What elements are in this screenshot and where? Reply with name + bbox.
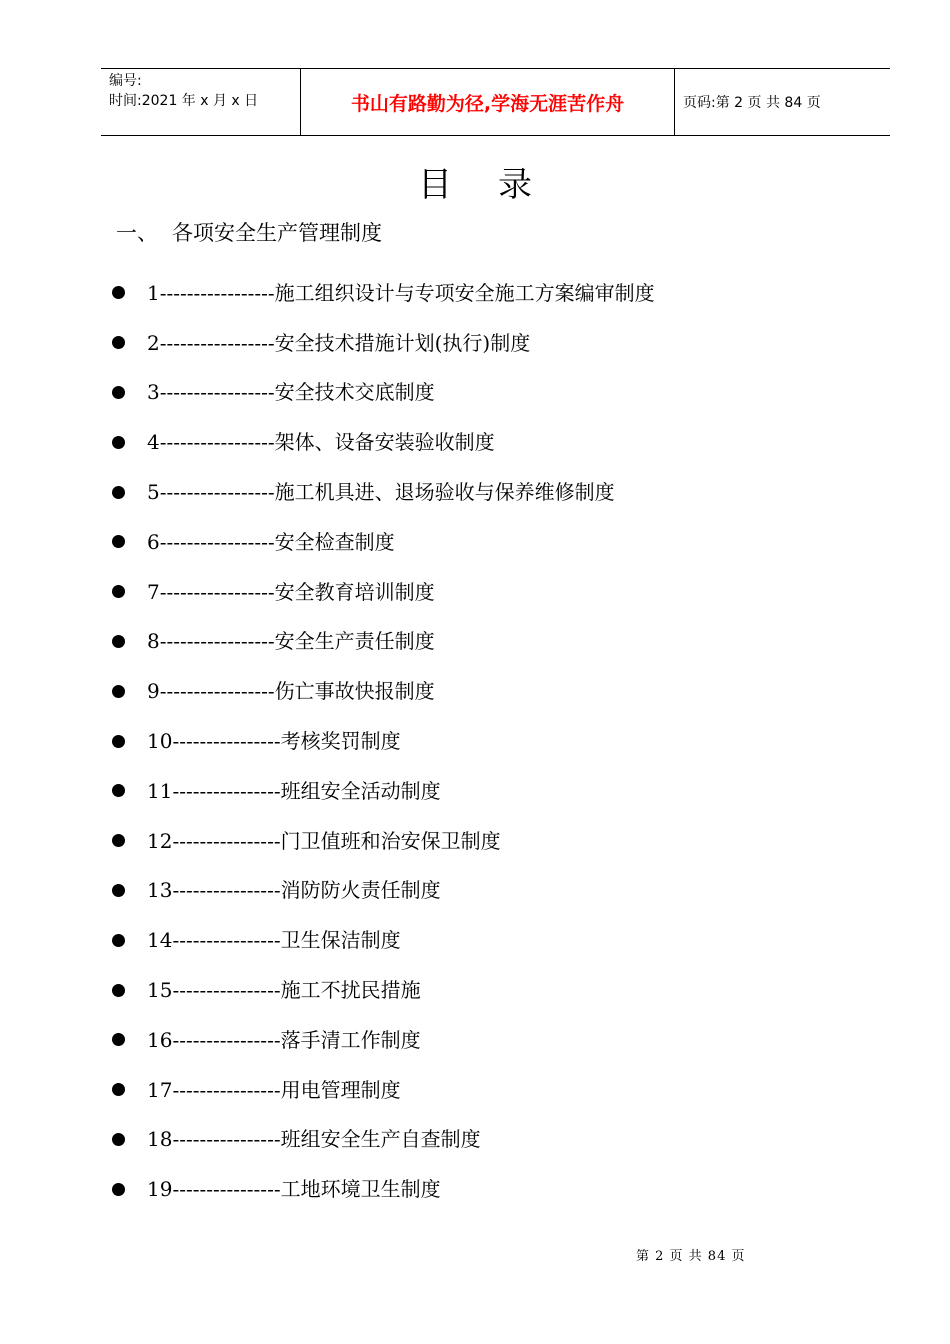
toc-item-label: 考核奖罚制度: [280, 729, 401, 754]
bullet-icon: [112, 1133, 125, 1146]
toc-item[interactable]: [112, 716, 655, 766]
section-label: 各项安全生产管理制度: [172, 221, 382, 245]
toc-item-number: 17: [147, 1077, 173, 1102]
toc-item[interactable]: [112, 1065, 655, 1115]
toc-item-number: 4: [147, 430, 160, 455]
toc-item-label: 用电管理制度: [280, 1077, 401, 1102]
header-page-code: 页码:第 2 页 共 84 页: [683, 95, 821, 111]
toc-item[interactable]: [112, 915, 655, 965]
toc-item[interactable]: [112, 268, 655, 318]
toc-item-leader: -----------------: [159, 679, 275, 704]
bullet-icon: [112, 1183, 125, 1196]
toc-item-label: 安全生产责任制度: [274, 629, 435, 654]
toc-item-number: 15: [147, 978, 173, 1003]
toc-item-leader: -----------------: [159, 629, 275, 654]
toc-item[interactable]: [112, 816, 655, 866]
toc-item[interactable]: [112, 467, 655, 517]
bullet-icon: [112, 735, 125, 748]
toc-item-label: 施工不扰民措施: [280, 978, 421, 1003]
toc-item-leader: ----------------: [172, 878, 281, 903]
toc-item-leader: -----------------: [159, 529, 275, 554]
toc-item[interactable]: [112, 617, 655, 667]
toc-item[interactable]: [112, 368, 655, 418]
toc-item-number: 11: [147, 778, 173, 803]
toc-item-leader: ----------------: [172, 1177, 281, 1202]
page-footer: 第 2 页 共 84 页: [636, 1249, 746, 1264]
toc-item-leader: -----------------: [159, 330, 275, 355]
bullet-icon: [112, 336, 125, 349]
toc-item-number: 9: [147, 679, 160, 704]
toc-item-label: 消防防火责任制度: [280, 878, 441, 903]
toc-item-number: 19: [147, 1177, 173, 1202]
toc-item[interactable]: [112, 567, 655, 617]
header-motto: 书山有路勤为径,学海无涯苦作舟: [301, 69, 675, 135]
toc-item-leader: -----------------: [159, 380, 275, 405]
bullet-icon: [112, 486, 125, 499]
toc-item-label: 安全技术措施计划(执行)制度: [274, 330, 531, 355]
toc-item-leader: ----------------: [172, 778, 281, 803]
toc-item-label: 班组安全活动制度: [280, 778, 441, 803]
bullet-icon: [112, 386, 125, 399]
toc-item-leader: ----------------: [172, 1027, 281, 1052]
toc-item-number: 13: [147, 878, 173, 903]
toc-item[interactable]: [112, 318, 655, 368]
toc-item[interactable]: [112, 766, 655, 816]
toc-item-number: 10: [147, 729, 173, 754]
toc-item[interactable]: [112, 866, 655, 916]
toc-item-leader: ----------------: [172, 978, 281, 1003]
toc-item-label: 安全教育培训制度: [274, 579, 435, 604]
toc-item-number: 8: [147, 629, 160, 654]
toc-item-label: 安全技术交底制度: [274, 380, 435, 405]
bullet-icon: [112, 535, 125, 548]
section-heading: [116, 218, 382, 248]
toc-item-leader: ----------------: [172, 729, 281, 754]
bullet-icon: [112, 884, 125, 897]
toc-item-number: 7: [147, 579, 160, 604]
bullet-icon: [112, 585, 125, 598]
toc-item-label: 落手清工作制度: [280, 1027, 421, 1052]
bullet-icon: [112, 685, 125, 698]
bullet-icon: [112, 784, 125, 797]
toc-list: [112, 268, 655, 1214]
toc-item-number: 18: [147, 1127, 173, 1152]
toc-item-leader: -----------------: [159, 579, 275, 604]
toc-item-label: 门卫值班和治安保卫制度: [280, 828, 501, 853]
toc-item-number: 14: [147, 928, 173, 953]
time-label: 时间:2021 年 x 月 x 日: [109, 93, 259, 109]
page-header: [101, 68, 890, 136]
toc-item-label: 安全检查制度: [274, 529, 395, 554]
toc-item-number: 16: [147, 1027, 173, 1052]
section-number: 一、: [116, 221, 158, 245]
toc-item-label: 施工机具进、退场验收与保养维修制度: [274, 480, 615, 505]
bullet-icon: [112, 286, 125, 299]
toc-item-label: 班组安全生产自查制度: [280, 1127, 481, 1152]
toc-item[interactable]: [112, 1164, 655, 1214]
bullet-icon: [112, 934, 125, 947]
toc-item[interactable]: [112, 417, 655, 467]
page-title: 目录: [418, 165, 578, 205]
toc-item[interactable]: [112, 1015, 655, 1065]
toc-item-number: 2: [147, 330, 160, 355]
bullet-icon: [112, 635, 125, 648]
toc-item-label: 架体、设备安装验收制度: [274, 430, 495, 455]
toc-item-label: 卫生保洁制度: [280, 928, 401, 953]
toc-item-number: 3: [147, 380, 160, 405]
bullet-icon: [112, 436, 125, 449]
toc-item-leader: ----------------: [172, 1077, 281, 1102]
toc-item-number: 12: [147, 828, 173, 853]
toc-item[interactable]: [112, 517, 655, 567]
toc-item-leader: ----------------: [172, 1127, 281, 1152]
toc-item-number: 6: [147, 529, 160, 554]
toc-item-leader: -----------------: [159, 430, 275, 455]
toc-item-number: 1: [147, 280, 160, 305]
toc-item[interactable]: [112, 666, 655, 716]
toc-item[interactable]: [112, 1115, 655, 1165]
toc-item-number: 5: [147, 480, 160, 505]
bullet-icon: [112, 1083, 125, 1096]
toc-item-leader: -----------------: [159, 280, 275, 305]
bullet-icon: [112, 834, 125, 847]
toc-item-leader: ----------------: [172, 928, 281, 953]
toc-item[interactable]: [112, 965, 655, 1015]
toc-item-leader: ----------------: [172, 828, 281, 853]
header-meta: [101, 69, 301, 135]
serial-label: 编号:: [109, 73, 142, 89]
bullet-icon: [112, 1033, 125, 1046]
toc-item-label: 施工组织设计与专项安全施工方案编审制度: [274, 280, 655, 305]
toc-item-label: 工地环境卫生制度: [280, 1177, 441, 1202]
toc-item-label: 伤亡事故快报制度: [274, 679, 435, 704]
bullet-icon: [112, 984, 125, 997]
toc-item-leader: -----------------: [159, 480, 275, 505]
